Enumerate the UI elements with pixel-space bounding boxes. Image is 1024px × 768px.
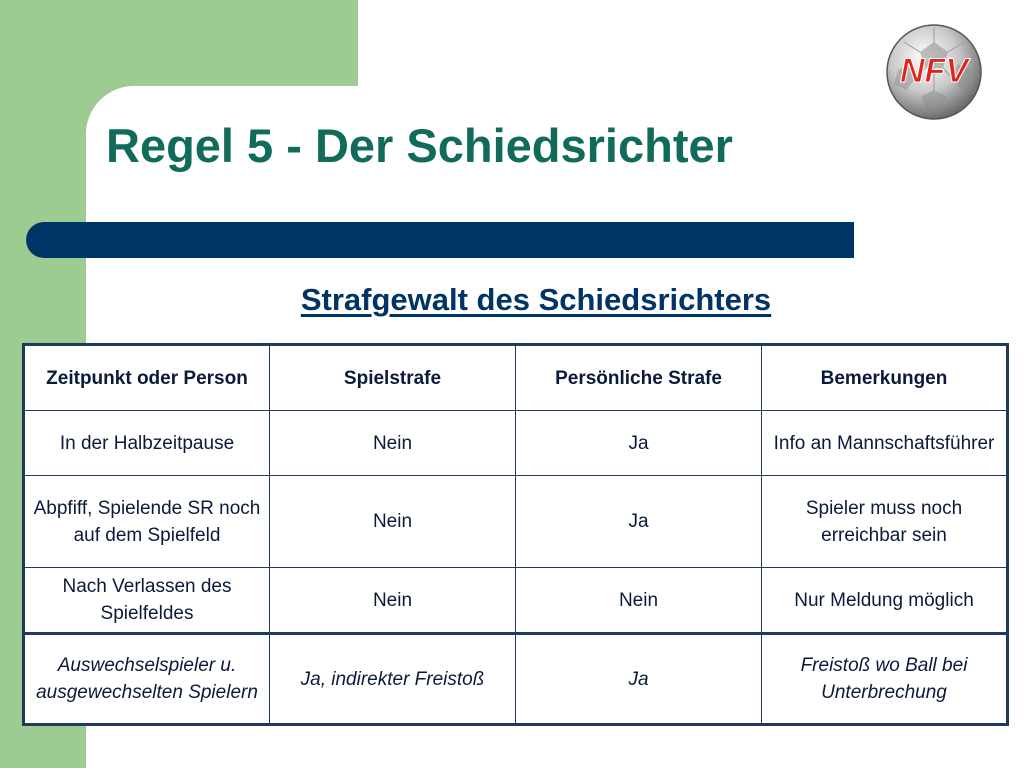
title-divider-bar: [26, 222, 854, 258]
table-cell: Nein: [270, 568, 516, 634]
logo-text: NFV: [900, 52, 968, 90]
table-cell: Ja: [516, 411, 762, 476]
table-cell: Freistoß wo Ball bei Unterbrechung: [762, 634, 1008, 725]
table-cell: Abpfiff, Spielende SR noch auf dem Spielfeld: [24, 476, 270, 568]
table-row: [24, 476, 1008, 568]
table-row: [24, 411, 1008, 476]
table-cell: Nein: [270, 411, 516, 476]
header-zeitpunkt: Zeitpunkt oder Person: [24, 345, 270, 411]
table-cell: Auswechselspieler u. ausgewechselten Spielern: [24, 634, 270, 725]
nfv-logo: [878, 22, 990, 122]
table-cell: Ja: [516, 476, 762, 568]
table-row: [24, 634, 1008, 725]
header-spielstrafe: Spielstrafe: [270, 345, 516, 411]
table-header-row: [24, 345, 1008, 411]
header-bemerkungen: Bemerkungen: [762, 345, 1008, 411]
table-cell: Nein: [516, 568, 762, 634]
table-cell: Info an Mannschaftsführer: [762, 411, 1008, 476]
penalty-authority-table: [22, 343, 1009, 726]
table-cell: Spieler muss noch erreichbar sein: [762, 476, 1008, 568]
table-cell: Nur Meldung möglich: [762, 568, 1008, 634]
table-cell: In der Halbzeitpause: [24, 411, 270, 476]
table-row: [24, 568, 1008, 634]
table-cell: Ja, indirekter Freistoß: [270, 634, 516, 725]
slide-title: Regel 5 - Der Schiedsrichter: [106, 119, 733, 172]
table-cell: Nach Verlassen des Spielfeldes: [24, 568, 270, 634]
table-cell: Ja: [516, 634, 762, 725]
header-persoenliche-strafe: Persönliche Strafe: [516, 345, 762, 411]
table-subtitle: Strafgewalt des Schiedsrichters: [300, 282, 772, 317]
table-cell: Nein: [270, 476, 516, 568]
